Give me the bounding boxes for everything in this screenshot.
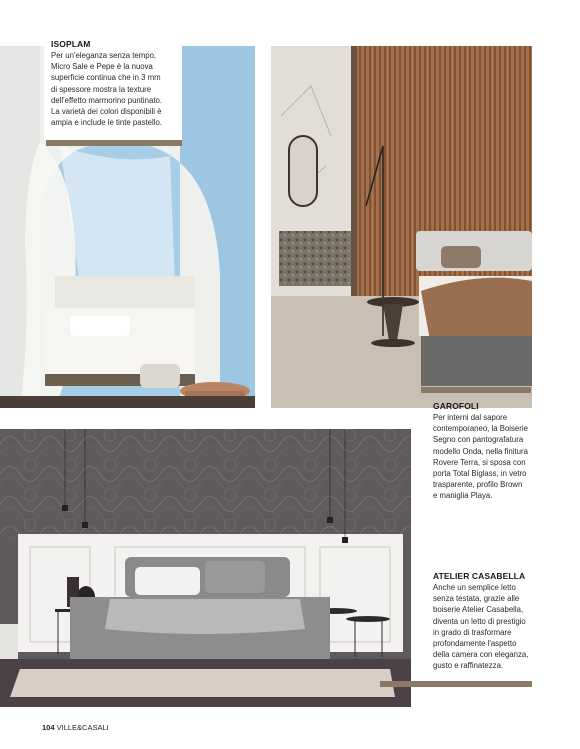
caption-line: Rovere Terra, si sposa con [433, 457, 526, 467]
caption-line: dell'effetto marmorino puntinato. [51, 95, 162, 105]
accent-bar-garofoli [421, 387, 531, 393]
page-number: 104 [42, 723, 55, 732]
accent-bar-atelier [380, 681, 532, 687]
garofoli-scene [271, 46, 532, 408]
caption-line: trasparente, profilo Brown [433, 480, 523, 490]
caption-line: boiserie Atelier Casabella, [433, 605, 524, 615]
atelier-scene [0, 429, 411, 707]
caption-line: gusto e raffinatezza. [433, 661, 504, 671]
page-footer [42, 723, 109, 732]
caption-line: della camera con eleganza, [433, 650, 529, 660]
caption-line: diventa un letto di prestigio [433, 616, 526, 626]
caption-line: ampia e include le tinte pastello. [51, 118, 162, 128]
caption-line: contemporaneo, la Boiserie [433, 424, 528, 434]
magazine-name: VILLE&CASALI [56, 723, 109, 732]
caption-title: ATELIER CASABELLA [433, 571, 526, 581]
caption-atelier [433, 571, 548, 672]
caption-line: e maniglia Playa. [433, 491, 493, 501]
caption-line: Per interni dal sapore [433, 413, 508, 422]
caption-line: Anche un semplice letto [433, 583, 516, 592]
caption-title: ISOPLAM [51, 39, 91, 49]
caption-line: modello Onda, nella finitura [433, 446, 528, 456]
photo-atelier-bedroom [0, 429, 411, 707]
accent-bar-isoplam [46, 140, 182, 146]
caption-line: La varietà dei colori disponibili è [51, 107, 162, 117]
caption-line: di spessore mostra la texture [51, 84, 152, 94]
caption-line: porta Total Biglass, in vetro [433, 469, 527, 479]
caption-isoplam [51, 39, 179, 128]
caption-line: in grado di trasformare [433, 627, 512, 637]
caption-line: profondamente l'aspetto [433, 639, 517, 649]
caption-title: GAROFOLI [433, 401, 479, 411]
photo-garofoli-bedroom [271, 46, 532, 408]
caption-line: Segno con pantografatura [433, 435, 524, 445]
caption-line: superficie continua che in 3 mm [51, 73, 161, 83]
caption-line: Per un'eleganza senza tempo, [51, 51, 157, 60]
caption-garofoli [433, 401, 548, 502]
caption-line: Micro Sale e Pepe è la nuova [51, 62, 153, 72]
caption-line: senza testata, grazie alle [433, 594, 520, 604]
